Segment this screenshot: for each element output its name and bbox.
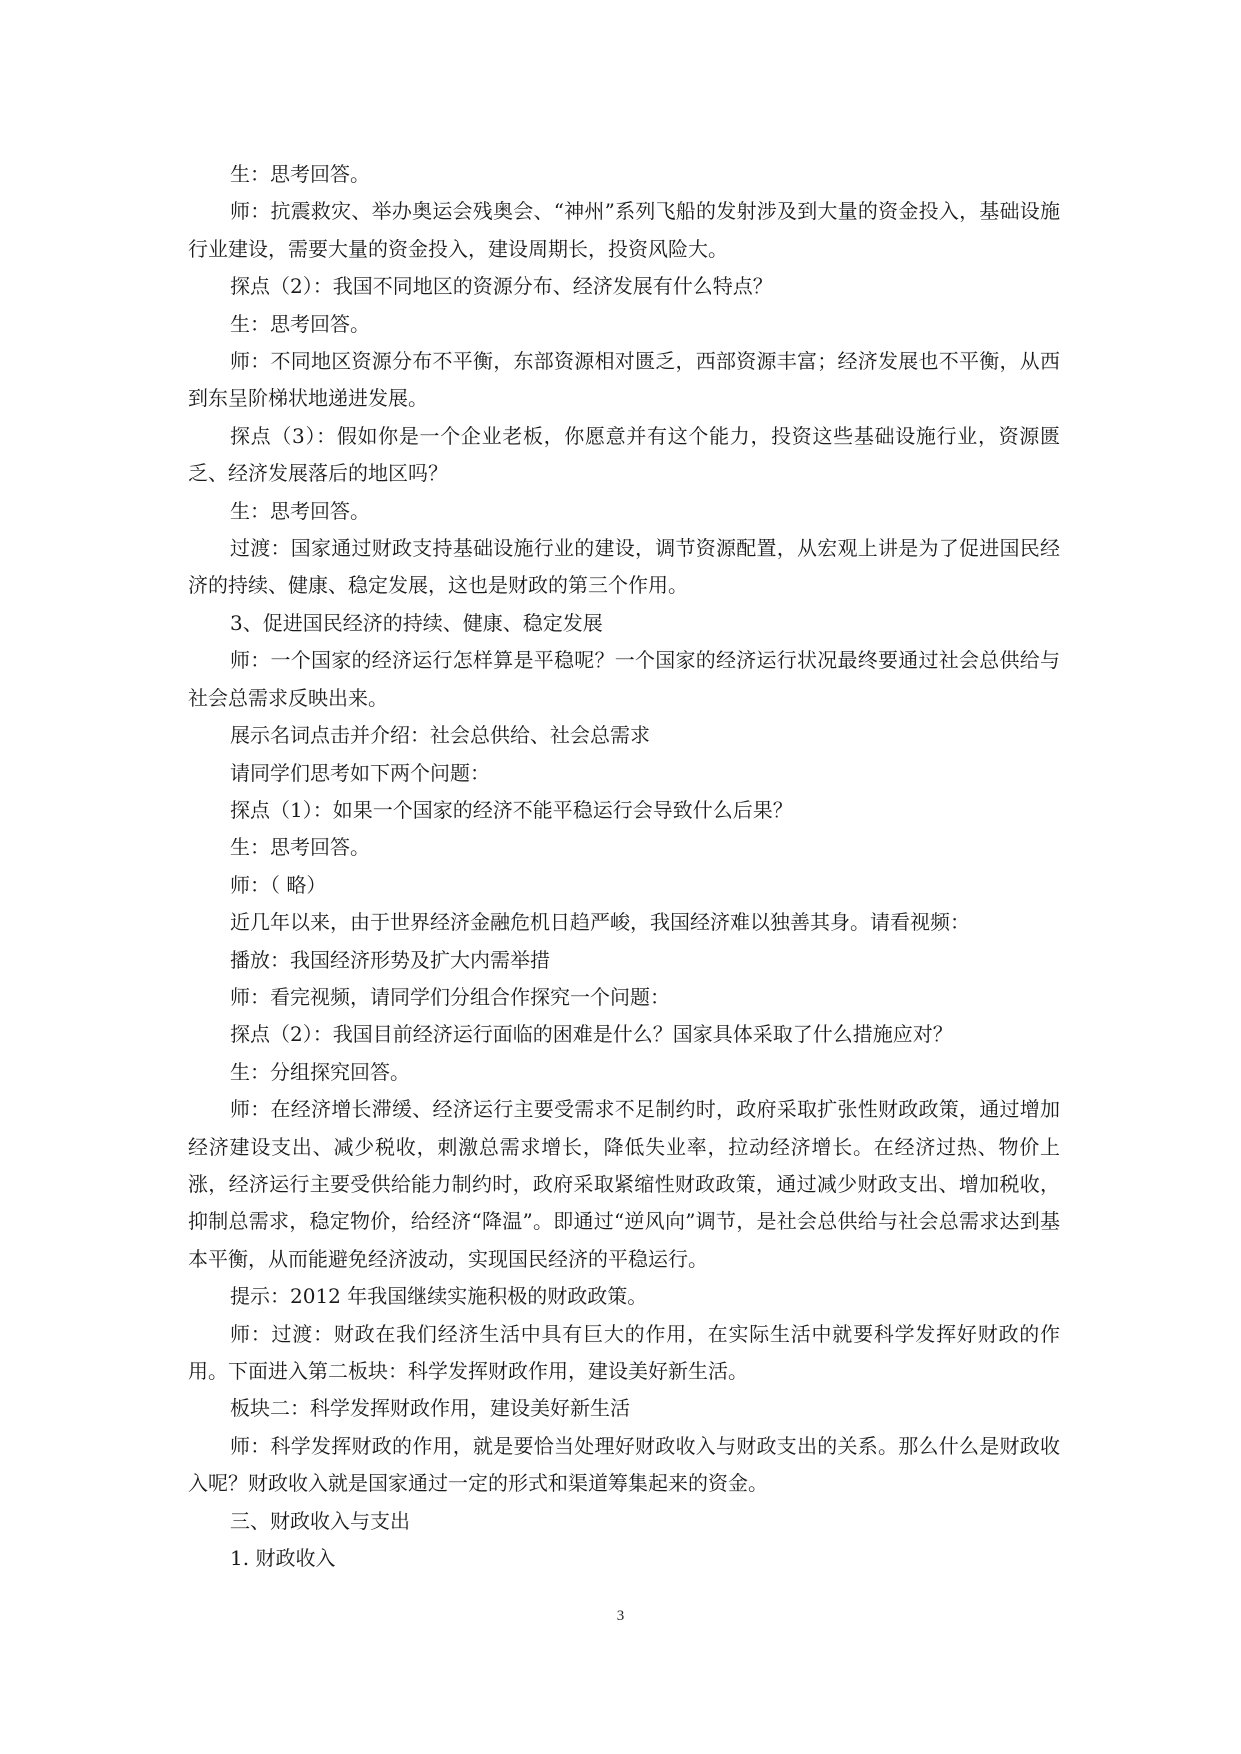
section-heading-block-2: 板块二：科学发挥财政作用，建设美好新生活 — [230, 1396, 630, 1421]
paragraph-teacher-disaster-relief: 师：抗震救灾、举办奥运会残奥会、“神州”系列飞船的发射涉及到大量的资金投入，基础设施行业建设，需要大量的资金投入，建设周期长，投资风险大。 — [188, 199, 1060, 261]
paragraph-student-answer-1: 生：思考回答。 — [230, 162, 370, 186]
paragraph-teacher-fiscal-revenue: 师：科学发挥财政的作用，就是要恰当处理好财政收入与财政支出的关系。那么什么是财政收入呢？财政收入就是国家通过一定的形式和渠道筹集起来的资金。 — [188, 1433, 1060, 1496]
paragraph-financial-crisis: 近几年以来，由于世界经济金融危机日趋严峻，我国经济难以独善其身。请看视频： — [230, 910, 970, 935]
paragraph-teacher-resource-imbalance: 师：不同地区资源分布不平衡，东部资源相对匮乏，西部资源丰富；经济发展也不平衡，从西到东呈阶梯状地递进发展。 — [188, 349, 1060, 411]
paragraph-question-2-resources: 探点（2）：我国不同地区的资源分布、经济发展有什么特点？ — [230, 274, 773, 299]
paragraph-teacher-stable-economy: 师：一个国家的经济运行怎样算是平稳呢？一个国家的经济运行状况最终要通过社会总供给与社会总需求反映出来。 — [188, 648, 1060, 710]
paragraph-transition-third-role: 过渡：国家通过财政支持基础设施行业的建设，调节资源配置，从宏观上讲是为了促进国民经济的持续、健康、稳定发展，这也是财政的第三个作用。 — [188, 536, 1060, 598]
page-number: 3 — [616, 1608, 625, 1624]
paragraph-teacher-transition-section-2: 师：过渡：财政在我们经济生活中具有巨大的作用，在实际生活中就要科学发挥好财政的作用。下面进入第二板块：科学发挥财政作用，建设美好新生活。 — [188, 1321, 1060, 1383]
paragraph-student-answer-2: 生：思考回答。 — [230, 311, 370, 336]
paragraph-student-answer-3: 生：思考回答。 — [230, 498, 370, 523]
paragraph-think-two-questions: 请同学们思考如下两个问题： — [230, 760, 490, 785]
paragraph-hint-2012: 提示：2012 年我国继续实施积极的财政政策。 — [230, 1284, 648, 1309]
paragraph-teacher-after-video: 师：看完视频，请同学们分组合作探究一个问题： — [230, 984, 670, 1009]
paragraph-show-terms: 展示名词点击并介绍：社会总供给、社会总需求 — [230, 723, 650, 748]
paragraph-student-answer-4: 生：思考回答。 — [230, 835, 370, 860]
paragraph-play-video: 播放：我国经济形势及扩大内需举措 — [230, 947, 550, 972]
section-heading-fiscal-revenue: 1. 财政收入 — [230, 1546, 336, 1571]
paragraph-teacher-omitted: 师：（ 略） — [230, 872, 327, 897]
section-heading-revenue-expenditure: 三、财政收入与支出 — [230, 1508, 410, 1533]
paragraph-student-group-answer: 生：分组探究回答。 — [230, 1059, 410, 1084]
paragraph-question-3-investment: 探点（3）：假如你是一个企业老板，你愿意并有这个能力，投资这些基础设施行业，资源匮乏、经济发展落后的地区吗？ — [188, 423, 1060, 486]
document-body — [188, 156, 1060, 1577]
paragraph-teacher-fiscal-policy: 师：在经济增长滞缓、经济运行主要受需求不足制约时，政府采取扩张性财政政策，通过增加经济建设支出、减少税收，刺激总需求增长，降低失业率，拉动经济增长。在经济过热、物价上涨，经济运行主要受供给能力制约时，政府采取紧缩性财政政策，通过减少财政支出、增加税收，抑制总需求，稳定物价，给经济“降温”。即通过“逆风向”调节，是社会总供给与社会总需求达到基本平衡，从而能避免经济波动，实现国民经济的平稳运行。 — [188, 1097, 1060, 1271]
section-heading-3: 3、促进国民经济的持续、健康、稳定发展 — [230, 610, 603, 635]
paragraph-question-2-difficulties: 探点（2）：我国目前经济运行面临的困难是什么？国家具体采取了什么措施应对？ — [230, 1022, 953, 1047]
paragraph-question-1-consequences: 探点（1）：如果一个国家的经济不能平稳运行会导致什么后果？ — [230, 797, 793, 822]
